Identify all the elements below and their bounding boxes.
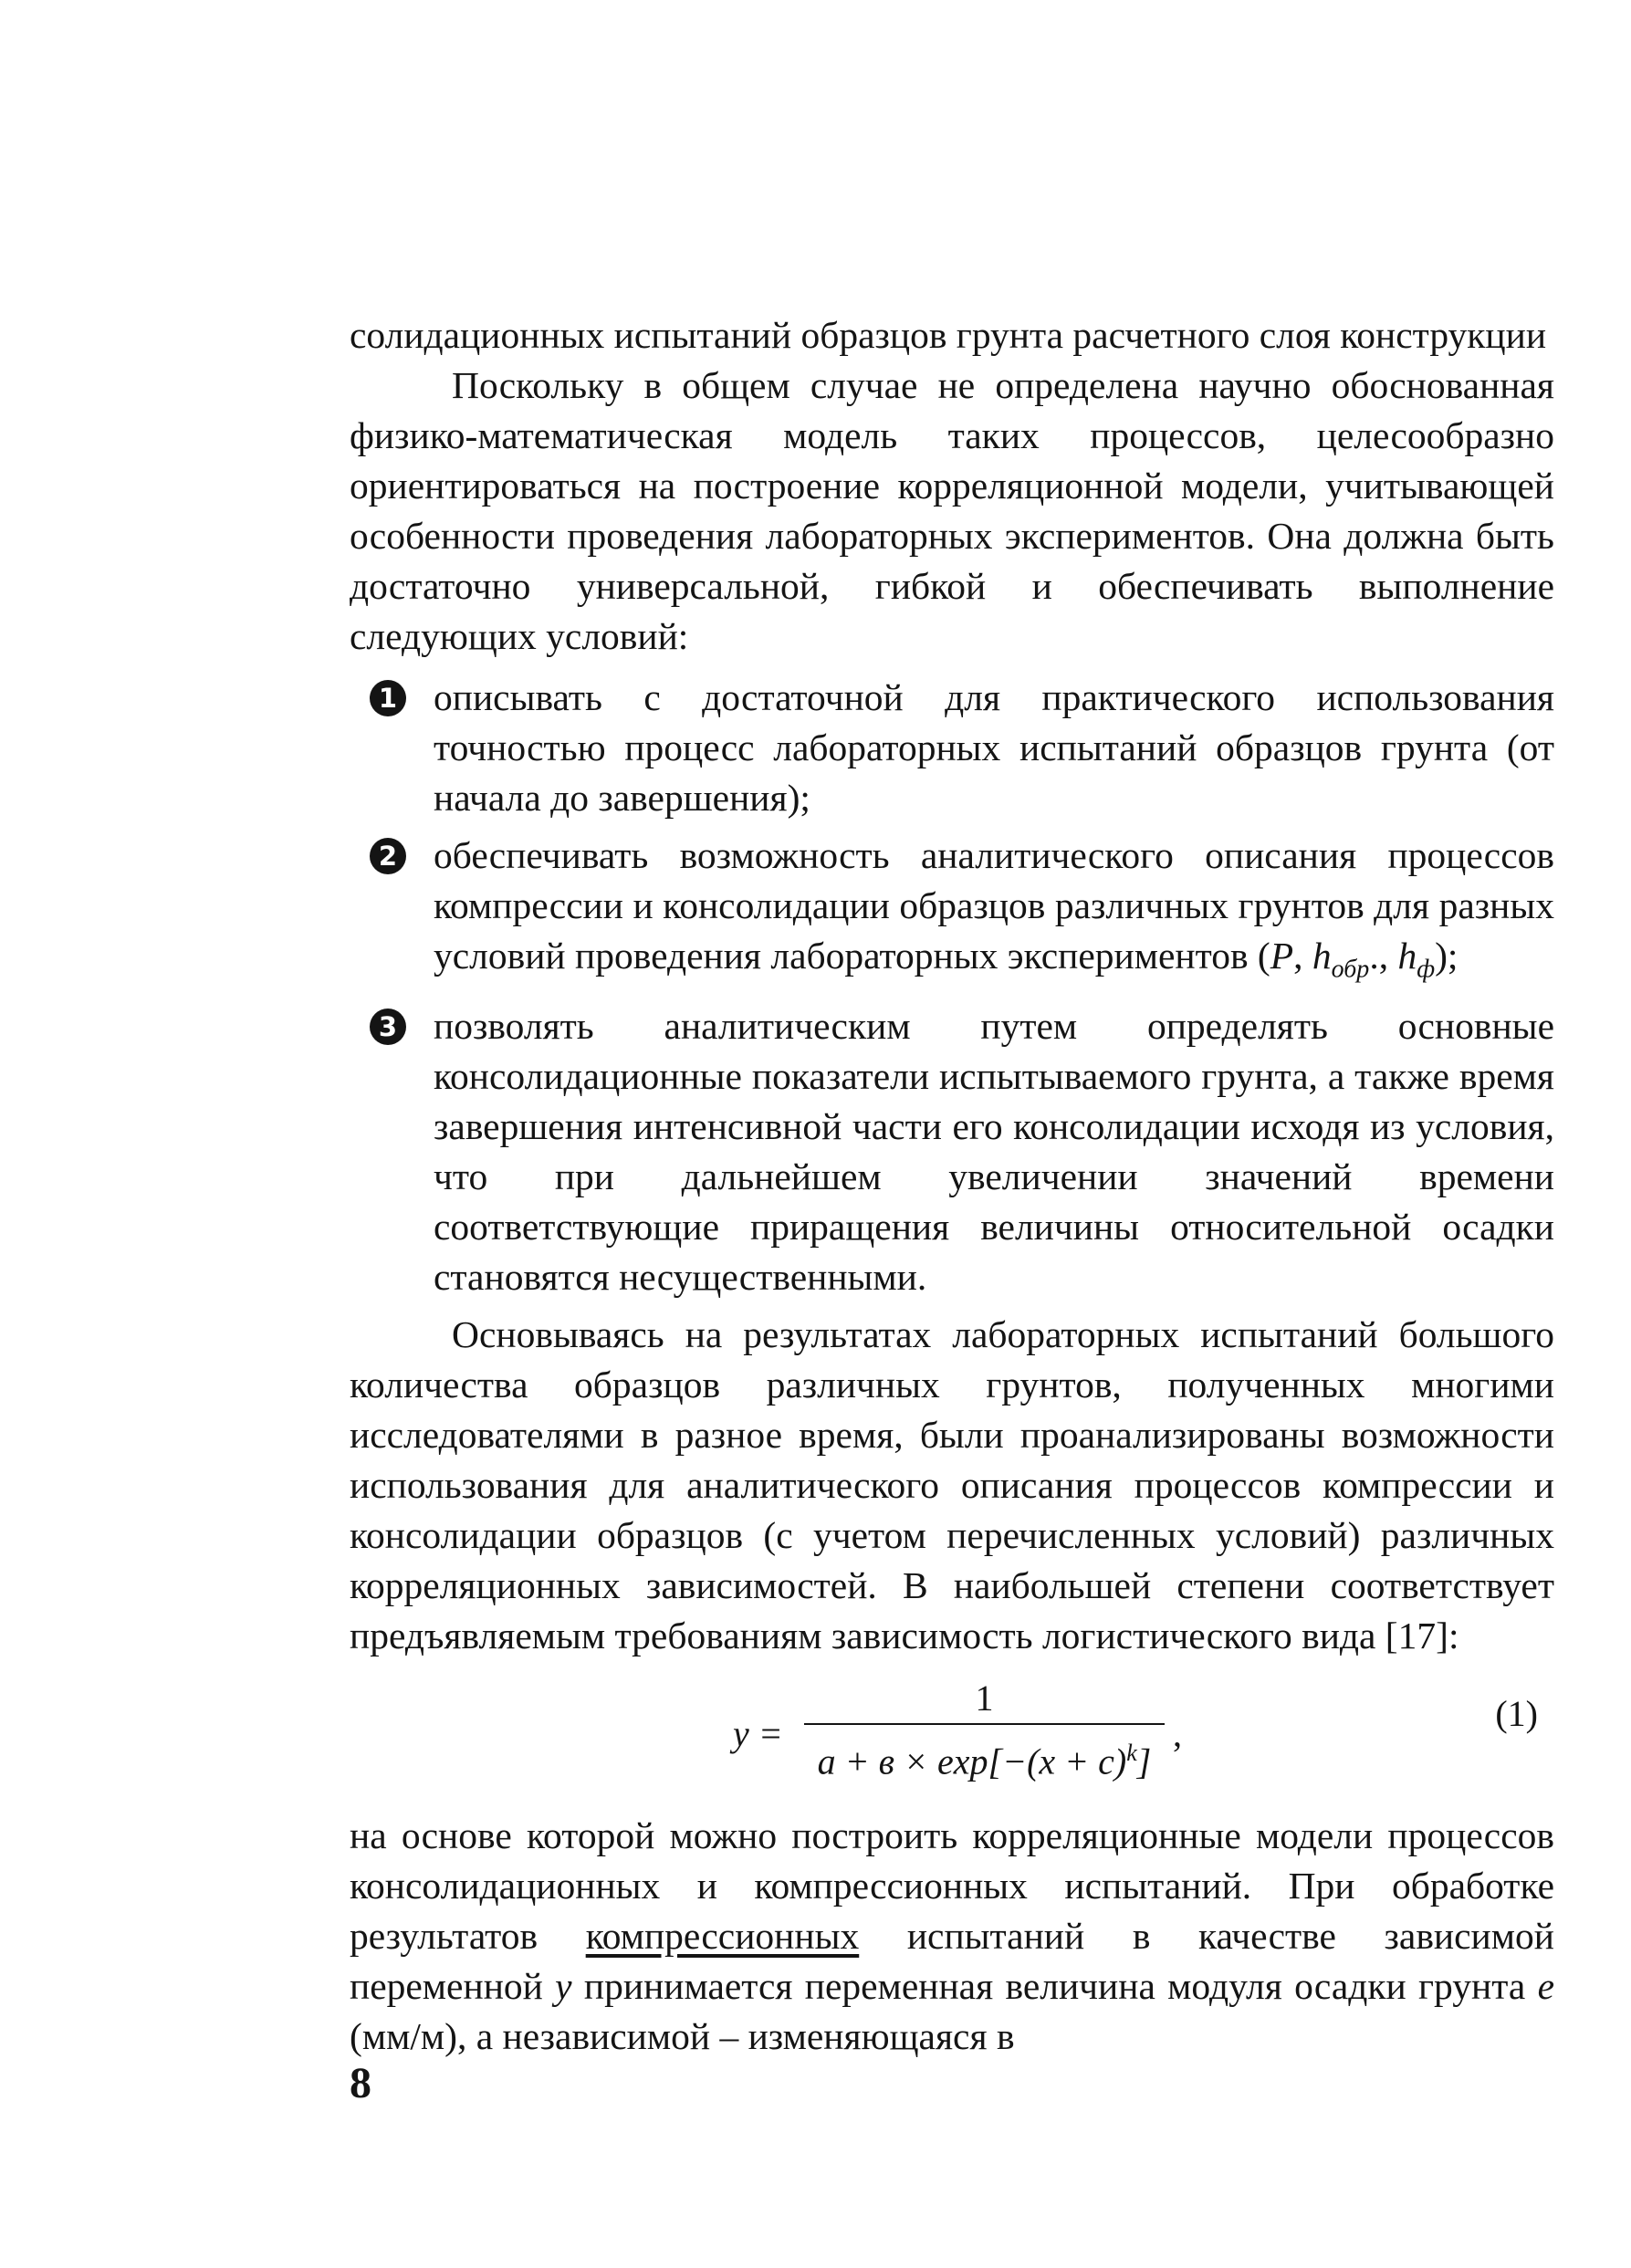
underlined-term: компрессионных xyxy=(585,1915,860,1958)
formula-lhs: y = xyxy=(733,1713,783,1755)
number-3-bullet-icon: 3 xyxy=(370,1009,406,1045)
list-item-text: позволять аналитическим путем определять основные консолидационные показатели испытываемого грунта, а также время завершения интенсивной части его консолидации исходя из условия, что при дальнейшем увеличении значений времени соответствующие приращения величины относительной осадки становятся несущественными. xyxy=(434,1005,1554,1299)
subscript-obr: обр xyxy=(1331,955,1370,984)
list-item-text: обеспечивать возможность аналитического описания процессов компрессии и консолидации образцов различных грунтов для разных условий проведения лабораторных экспериментов ( xyxy=(434,834,1554,977)
formula-comma: , xyxy=(1173,1713,1182,1755)
paragraph-continuation: солидационных испытаний образцов грунта расчетного слоя конструкции xyxy=(350,314,1547,356)
denominator-main: a + в × exp[−(x + c) xyxy=(817,1740,1127,1782)
equation-number: (1) xyxy=(1495,1693,1538,1735)
subscript-f: ф xyxy=(1417,955,1436,984)
denominator-end: ] xyxy=(1136,1740,1152,1782)
formula-denominator xyxy=(804,1730,1165,1784)
list-item xyxy=(350,831,1554,994)
formula-fraction xyxy=(804,1676,1165,1784)
text-run: принимается переменная величина модуля осадки грунта xyxy=(571,1965,1538,2008)
separator: , xyxy=(1293,935,1312,977)
formula-numerator: 1 xyxy=(975,1677,994,1719)
variable-h: h xyxy=(1312,935,1332,977)
number-2-bullet-icon: 2 xyxy=(370,838,406,874)
separator: ., xyxy=(1369,935,1398,977)
list-item xyxy=(350,673,1554,823)
variable-h: h xyxy=(1397,935,1417,977)
list-item xyxy=(350,1001,1554,1302)
number-1-bullet-icon: 1 xyxy=(370,680,406,716)
paragraph-analysis: Основываясь на результатах лабораторных испытаний большого количества образцов различных грунтов, полученных многими исследователями в разное время, были проанализированы возможности использования для аналитического описания процессов компрессии и консолидации образцов (с учетом перечисленных условий) различных корреляционных зависимостей. В наибольшей степени соответствует предъявляемым требованиям зависимость логистического вида [17]: xyxy=(350,1313,1554,1657)
fraction-bar xyxy=(804,1723,1165,1725)
text-run: (мм/м), а независимой – изменяющаяся в xyxy=(350,2015,1015,2058)
page-body xyxy=(350,310,1554,2062)
conditions-list xyxy=(350,673,1554,1302)
variable-e: e xyxy=(1537,1965,1555,2008)
text-run: на основе которой можно построить корреляционные модели процессов консолидационных и компрессионных испытаний. При обработке результатов xyxy=(350,1814,1554,1958)
variable-y: y xyxy=(555,1965,572,2008)
text-run: испытаний в качестве зависимой переменной xyxy=(350,1915,1554,2008)
page-number: 8 xyxy=(350,2059,371,2107)
denominator-exponent: k xyxy=(1126,1740,1137,1767)
variable-p: P xyxy=(1270,935,1294,977)
paragraph-compression xyxy=(350,1811,1554,2062)
list-item-text: описывать с достаточной для практического использования точностью процесс лабораторных испытаний образцов грунта (от начала до завершения); xyxy=(434,676,1554,819)
list-item-text-end: ); xyxy=(1435,935,1458,977)
paragraph-model-intro: Поскольку в общем случае не определена научно обоснованная физико-математическая модель таких процессов, целесообразно ориентироваться на построение корреляционной модели, учитывающей особенности проведения лабораторных экспериментов. Она должна быть достаточно универсальной, гибкой и обеспечивать выполнение следующих условий: xyxy=(350,364,1554,657)
formula-block xyxy=(350,1667,1554,1803)
